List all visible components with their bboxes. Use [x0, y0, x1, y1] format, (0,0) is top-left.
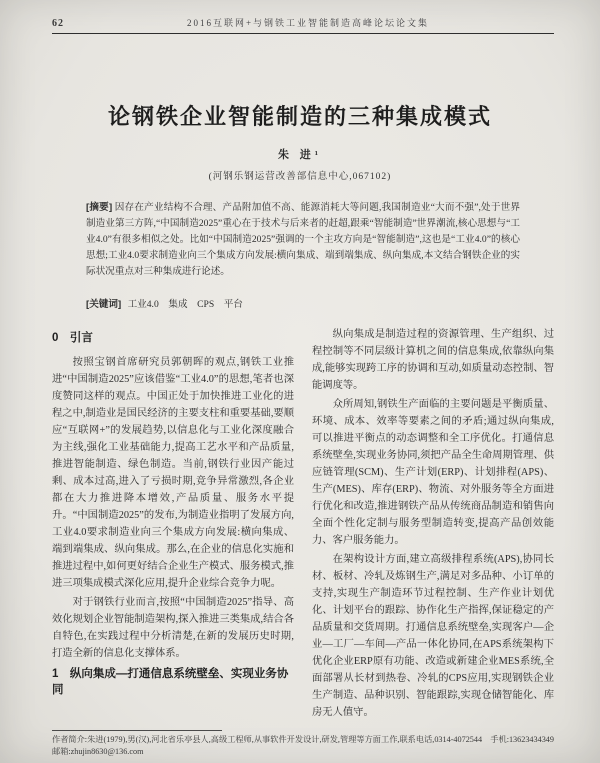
intro-paragraph-1: 按照宝钢首席研究员郭朝晖的观点,钢铁工业推进“中国制造2025”应该借鉴“工业4.0”的思想,笔者也深度赞同这样的观点。中国正处于加快推进工业化的进程之中,制造业是国民经济的主要支柱和重要基础,要顺应“互联网+”的发展趋势,以信息化与工业化深度融合为主线,强化工业基础能力,提高工艺水平和产品质量,推进智能制造、绿色制造。当前,钢铁行业因产能过剩、成本过高,进入了亏损时期,竞争异常激烈,各企业都在大力推进降本增效,产品质量、服务水平提升。“中国制造2025”的发布,为制造业指明了发展方向,工业4.0要求制造业向三个集成方向发展:横向集成、端到端集成、纵向集成。那么,在企业的信息化实施和推进过程中,如何更好结合企业生产模式、服务模式,推进三项集成模式深化应用,提升企业综合竞争力呢。 [52, 357, 294, 589]
keywords-label: [关键词] [86, 299, 122, 310]
intro-paragraph-2: 对于钢铁行业而言,按照“中国制造2025”指导、高效化规划企业智能制造架构,探入推进三类集成,结合各自特色,在实践过程中分析清楚,在新的发展历史时期,打造全新的信息化支撑体系。 [52, 597, 294, 659]
author-name: 朱 进¹ [277, 149, 323, 161]
section1-paragraph-1: 纵向集成是制造过程的资源管理、生产组织、过程控制等不同层级计算机之间的信息集成,依靠纵向集成,能够实现跨工序的协调和互动,如质量动态控制、智能调度等。 [312, 329, 554, 391]
abstract-text: 因存在产业结构不合理、产品附加值不高、能源消耗大等问题,我国制造业“大而不强”,处于世界制造业第三方阵,“中国制造2025”重心在于技术与后来者的赶超,跟乘“智能制造”世界潮流,核心思想与“工业4.0”有很多相似之处。比如“中国制造2025”强调的一个主攻方向是“智能制造”,这也是“工业4.0”的核心思想;工业4.0要求制造业向三个集成方向发展:横向集成、端到端集成、纵向集成,本文结合钢铁企业的实际状况重点对三种集成进行论述。 [86, 202, 521, 277]
footnote-rule [52, 730, 222, 731]
page-number: 62 [52, 18, 64, 29]
author-bio: 作者简介:朱进(1979),男(汉),河北省乐亭县人,高级工程师,从事软件开发设计,研发,管理等方面工作,联系电话,0314-4072544 手机:13623434349 邮箱:zhujin8630@136.com [52, 735, 563, 756]
section1-paragraph-3: 在架构设计方面,建立高级排程系统(APS),协同长材、板材、冷轧及炼钢生产,满足对多品种、小订单的支持,实现生产制造环节过程控制、生产作业计划优化、计划平台的跟踪、协作化生产指挥,保证稳定的产品质量和交货周期。打通信息系统壁垒,实现客户—企业—工厂—车间—产品一体化协同,在APS系统架构下优化企业ERP原有功能、改造或新建企业MES系统,全面部署从长材到热卷、冷轧的CPS应用,实现钢铁企业生产制造、品种识别、智能跟踪,实现仓储智能化、库房无人值守。 [312, 554, 554, 718]
author-affiliation: (河钢乐钢运营改善部信息中心,067102) [208, 172, 392, 182]
footnote-area [52, 730, 563, 757]
section-1-heading: 1 纵向集成—打通信息系统壁垒、实现业务协同 [52, 668, 289, 696]
proceedings-title: 2016互联网+与钢铁工业智能制造高峰论坛论文集 [186, 18, 430, 28]
left-column [52, 326, 294, 719]
keywords-text: 工业4.0 集成 CPS 平台 [127, 299, 243, 310]
section-0-heading: 0 引言 [52, 332, 93, 344]
abstract-block [86, 200, 520, 280]
two-column-body [52, 326, 554, 719]
running-head [52, 16, 552, 29]
section1-paragraph-2: 众所周知,钢铁生产面临的主要问题是平衡质量、环境、成本、效率等要素之间的矛盾;通过纵向集成,可以推进平衡点的动态调整和全工序优化。打通信息系统壁垒,实现业务协同,须把产品全生命周期管理、供应链管理(SCM)、生产计划(ERP)、计划排程(APS)、生产(MES)、库存(ERP)、物流、对外服务等全方面进行优化和改造,推进钢铁产品从传统商品制造和销售向全面个性化定制与服务型制造转变,提高产品创效能力、客户服务能力。 [312, 399, 554, 546]
abstract-label: [摘要] [86, 202, 113, 213]
right-column [312, 326, 554, 719]
header-rule [52, 33, 554, 34]
keywords-block [86, 296, 520, 310]
paper-title: 论钢铁企业智能制造的三种集成模式 [107, 104, 492, 129]
